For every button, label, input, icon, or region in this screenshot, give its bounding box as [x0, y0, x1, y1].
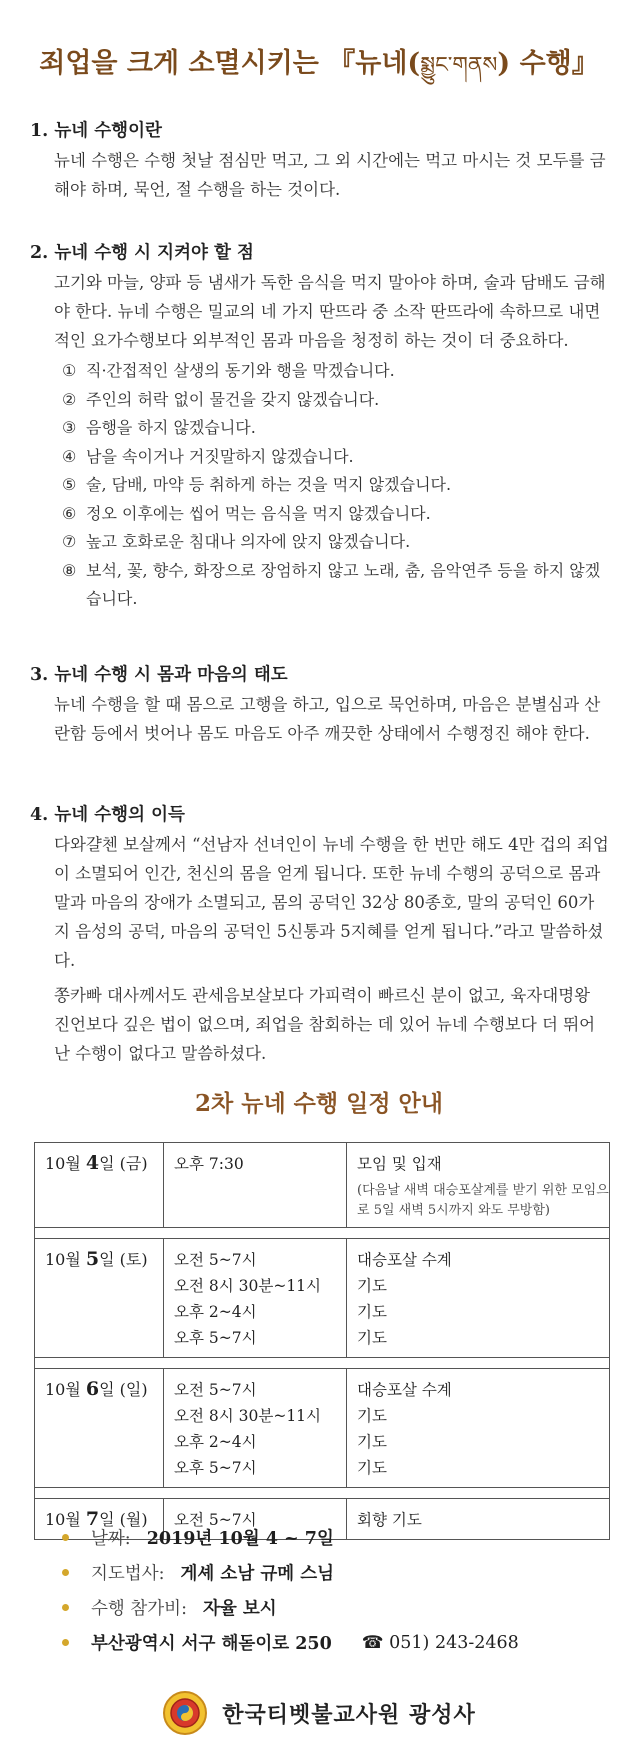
schedule-table: [34, 1142, 610, 1540]
info-date: [62, 1520, 622, 1555]
month: 10월: [45, 1154, 86, 1173]
time: 오후 7:30: [174, 1155, 244, 1173]
item-number: ⑦: [62, 532, 77, 551]
event: 기도: [357, 1459, 387, 1477]
info-value: 게셰 소남 규메 스님: [180, 1564, 335, 1584]
item-text: 높고 호화로운 침대나 의자에 앉지 않겠습니다.: [86, 532, 411, 551]
list-item: [62, 557, 610, 614]
date-cell: [35, 1369, 164, 1487]
title-suffix: ) 수행』: [497, 48, 599, 79]
bullet-icon: [62, 1534, 69, 1541]
row-gap: [35, 1358, 609, 1369]
page-title: [0, 40, 638, 102]
schedule-title: 2차 뉴네 수행 일정 안내: [195, 1090, 443, 1117]
time-cell: [164, 1369, 347, 1487]
section-4: [30, 800, 610, 1068]
list-item: [62, 386, 610, 415]
row-gap: [35, 1228, 609, 1239]
time: 오후 5~7시: [174, 1329, 257, 1347]
phone: [362, 1633, 519, 1653]
temple-name: 한국티벳불교사원 광성사: [222, 1701, 476, 1728]
section-paragraph: 고기와 마늘, 양파 등 냄새가 독한 음식을 먹지 말아야 하며, 술과 담배도 금해야 한다. 뉴네 수행은 밀교의 네 가지 딴뜨라 중 소작 딴뜨라에 속하므로 내면적인 요가수행보다 외부적인 몸과 마음을 청정히 하는 것이 더 중요하다.: [54, 273, 606, 350]
month: 10월: [45, 1510, 86, 1529]
time: 오전 5~7시: [174, 1251, 257, 1269]
list-item: [62, 500, 610, 529]
item-number: ⑧: [62, 560, 77, 580]
info-fee: [62, 1590, 622, 1625]
event: 모임 및 입재: [357, 1155, 442, 1173]
item-text: 보석, 꽃, 향수, 화장으로 장엄하지 않고 노래, 춤, 음악연주 등을 하지 않겠습니다.: [86, 560, 601, 608]
item-number: ③: [62, 418, 77, 437]
table-row: [35, 1143, 609, 1228]
table-row: [35, 1369, 609, 1488]
section-heading: 4. 뉴네 수행의 이득: [30, 805, 185, 825]
info-label: 지도법사:: [91, 1564, 165, 1584]
section-paragraph: 뉴네 수행을 할 때 몸으로 고행을 하고, 입으로 묵언하며, 마음은 분별심과 산란함 등에서 벗어나 몸도 마음도 아주 깨끗한 상태에서 수행정진 해야 한다.: [54, 695, 601, 743]
event-cell: [347, 1143, 609, 1227]
section-heading: 1. 뉴네 수행이란: [30, 121, 162, 141]
event: 기도: [357, 1433, 387, 1451]
list-item: [62, 471, 610, 500]
phone-number: 051) 243-2468: [389, 1632, 519, 1653]
section-3: [30, 660, 610, 748]
section-paragraph: 뉴네 수행은 수행 첫날 점심만 먹고, 그 외 시간에는 먹고 마시는 것 모두를 금해야 하며, 묵언, 절 수행을 하는 것이다.: [54, 151, 606, 199]
item-text: 직·간접적인 살생의 동기와 행을 막겠습니다.: [86, 361, 395, 380]
info-address: [62, 1625, 622, 1660]
item-number: ①: [62, 361, 77, 380]
item-text: 정오 이후에는 씹어 먹는 음식을 먹지 않겠습니다.: [86, 503, 431, 523]
time: 오후 2~4시: [174, 1303, 257, 1321]
weekday: 일 (월): [99, 1510, 148, 1529]
time: 오전 5~7시: [174, 1511, 257, 1529]
info-teacher: [62, 1555, 622, 1590]
list-item: [62, 528, 610, 557]
item-number: ④: [62, 446, 77, 466]
section-paragraph: 다와걀첸 보살께서 “선남자 선녀인이 뉴네 수행을 한 번만 해도 4만 겁의 죄업이 소멸되어 인간, 천신의 몸을 얻게 됩니다. 또한 뉴네 수행의 공덕으로 몸과 말과 마음의 장애가 소멸되고, 몸의 공덕인 32상 80종호, 말의 공덕인 60가지 음성의 공덕, 마음의 공덕인 5신통과 5지혜를 얻게 됩니다.”라고 말씀하셨다.: [54, 835, 609, 970]
weekday: 일 (토): [99, 1250, 148, 1269]
title-tibetan: སྨྱུང་གནས: [420, 53, 498, 78]
event-note: (다음날 새벽 대승포살계를 받기 위한 모임으로 5일 새벽 5시까지 와도 무방함): [357, 1183, 609, 1218]
item-text: 술, 담배, 마약 등 취하게 하는 것을 먹지 않겠습니다.: [86, 475, 452, 494]
item-number: ⑤: [62, 475, 77, 494]
day: 4: [85, 1152, 100, 1174]
event: 대승포살 수계: [357, 1251, 452, 1269]
date-cell: [35, 1143, 164, 1227]
row-gap: [35, 1488, 609, 1499]
event: 기도: [357, 1407, 387, 1425]
time-cell: [164, 1239, 347, 1357]
info-value: 자율 보시: [202, 1599, 277, 1619]
time: 오전 5~7시: [174, 1381, 257, 1399]
date-cell: [35, 1239, 164, 1357]
time: 오전 8시 30분~11시: [174, 1277, 322, 1295]
day: 6: [85, 1378, 100, 1400]
item-text: 주인의 허락 없이 물건을 갖지 않겠습니다.: [86, 389, 380, 409]
weekday: 일 (금): [99, 1154, 148, 1173]
section-1: [30, 116, 610, 204]
event: 기도: [357, 1277, 387, 1295]
item-text: 남을 속이거나 거짓말하지 않겠습니다.: [86, 446, 354, 466]
time: 오전 8시 30분~11시: [174, 1407, 322, 1425]
list-item: [62, 443, 610, 472]
event-info: [62, 1520, 622, 1660]
month: 10월: [45, 1250, 86, 1269]
precepts-list: [62, 357, 610, 614]
footer: [0, 1690, 638, 1736]
bullet-icon: [62, 1569, 69, 1576]
event: 기도: [357, 1303, 387, 1321]
event: 회향 기도: [357, 1511, 422, 1529]
month: 10월: [45, 1380, 86, 1399]
event: 대승포살 수계: [357, 1381, 452, 1399]
section-heading: 2. 뉴네 수행 시 지켜야 할 점: [30, 243, 254, 263]
info-label: 날짜:: [91, 1529, 131, 1549]
day: 7: [85, 1508, 100, 1530]
phone-icon: ☎: [361, 1632, 384, 1653]
time-cell: [164, 1143, 347, 1227]
bullet-icon: [62, 1639, 69, 1646]
info-value: 2019년 10월 4 ~ 7일: [146, 1529, 334, 1549]
item-number: ②: [62, 389, 77, 409]
item-number: ⑥: [62, 503, 77, 523]
bullet-icon: [62, 1604, 69, 1611]
list-item: [62, 414, 610, 443]
temple-logo-icon: [162, 1690, 208, 1736]
weekday: 일 (일): [99, 1380, 148, 1399]
address: 부산광역시 서구 해돋이로 250: [91, 1634, 332, 1654]
section-2: [30, 238, 610, 614]
section-heading: 3. 뉴네 수행 시 몸과 마음의 태도: [30, 665, 288, 685]
day: 5: [85, 1248, 100, 1270]
info-label: 수행 참가비:: [91, 1599, 187, 1619]
table-row: [35, 1239, 609, 1358]
event-cell: [347, 1369, 609, 1487]
item-text: 음행을 하지 않겠습니다.: [86, 418, 256, 437]
event-cell: [347, 1239, 609, 1357]
list-item: [62, 357, 610, 386]
section-paragraph: 쫑카빠 대사께서도 관세음보살보다 가피력이 빠르신 분이 없고, 육자대명왕 진언보다 깊은 법이 없으며, 죄업을 참회하는 데 있어 뉴네 수행보다 더 뛰어난 수행이 없다고 말씀하셨다.: [54, 986, 596, 1063]
time: 오후 5~7시: [174, 1459, 257, 1477]
event: 기도: [357, 1329, 387, 1347]
time: 오후 2~4시: [174, 1433, 257, 1451]
title-prefix: 죄업을 크게 소멸시키는 『뉴네(: [39, 48, 421, 79]
